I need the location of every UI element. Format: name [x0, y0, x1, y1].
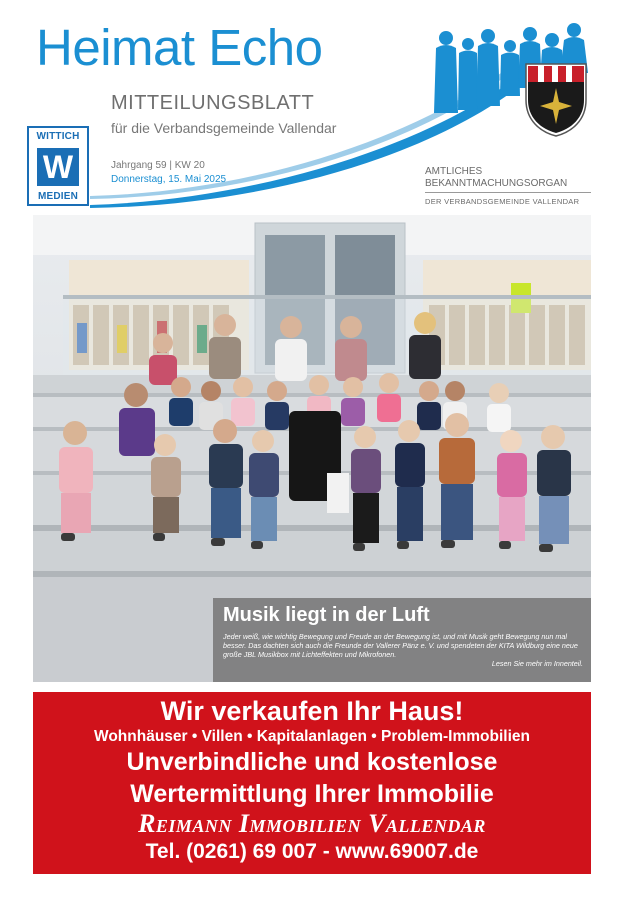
organ-line-1: AMTLICHES [425, 166, 483, 177]
cover-caption [213, 598, 591, 682]
newspaper-subline: für die Verbandsgemeinde Vallendar [111, 120, 337, 136]
real-estate-ad [33, 692, 591, 874]
organ-line-2: BEKANNTMACHUNGSORGAN [425, 178, 568, 189]
ad-contact: Tel. (0261) 69 007 - www.69007.de [145, 840, 479, 863]
masthead [0, 0, 625, 212]
cover-teaser: Jeder weiß, wie wichtig Bewegung und Freude an der Bewegung ist, und mit Musik geht Bewegung nun mal besser. Das dachten sich auch die Freunde der Vallerer Pänz e. V. und spendeten der KITA Wildburg eine neue große JBL Musikbox mit Lichteffekten und Mikrofonen. [223, 632, 578, 659]
ad-offer-line-1: Unverbindliche und kostenlose [126, 748, 498, 776]
newspaper-title: Heimat Echo [36, 19, 323, 76]
official-organ-label [425, 166, 567, 190]
logo-top-word: WITTICH [36, 131, 80, 142]
newspaper-subtitle: MITTEILUNGSBLATT [111, 92, 315, 114]
cover-headline: Musik liegt in der Luft [223, 604, 430, 626]
logo-bottom-word: MEDIEN [37, 191, 79, 202]
ad-headline: Wir verkaufen Ihr Haus! [160, 696, 464, 726]
logo-w-mark: W [37, 148, 79, 186]
ad-property-types: Wohnhäuser • Villen • Kapitalanlagen • Problem-Immobilien [93, 728, 530, 745]
organ-divider [425, 192, 591, 193]
coat-of-arms-icon [522, 60, 590, 138]
issue-number: Jahrgang 59 | KW 20 [111, 160, 205, 171]
ad-offer-line-2: Wertermittlung Ihrer Immobilie [130, 780, 494, 808]
cover-photo [33, 215, 591, 682]
cover-read-more: Lesen Sie mehr im Innenteil. [491, 659, 583, 668]
publisher-logo [27, 126, 89, 206]
organ-line-3: DER VERBANDSGEMEINDE VALLENDAR [425, 197, 580, 206]
ad-company-name: Reimann Immobilien Vallendar [138, 809, 486, 838]
issue-date: Donnerstag, 15. Mai 2025 [111, 174, 227, 185]
